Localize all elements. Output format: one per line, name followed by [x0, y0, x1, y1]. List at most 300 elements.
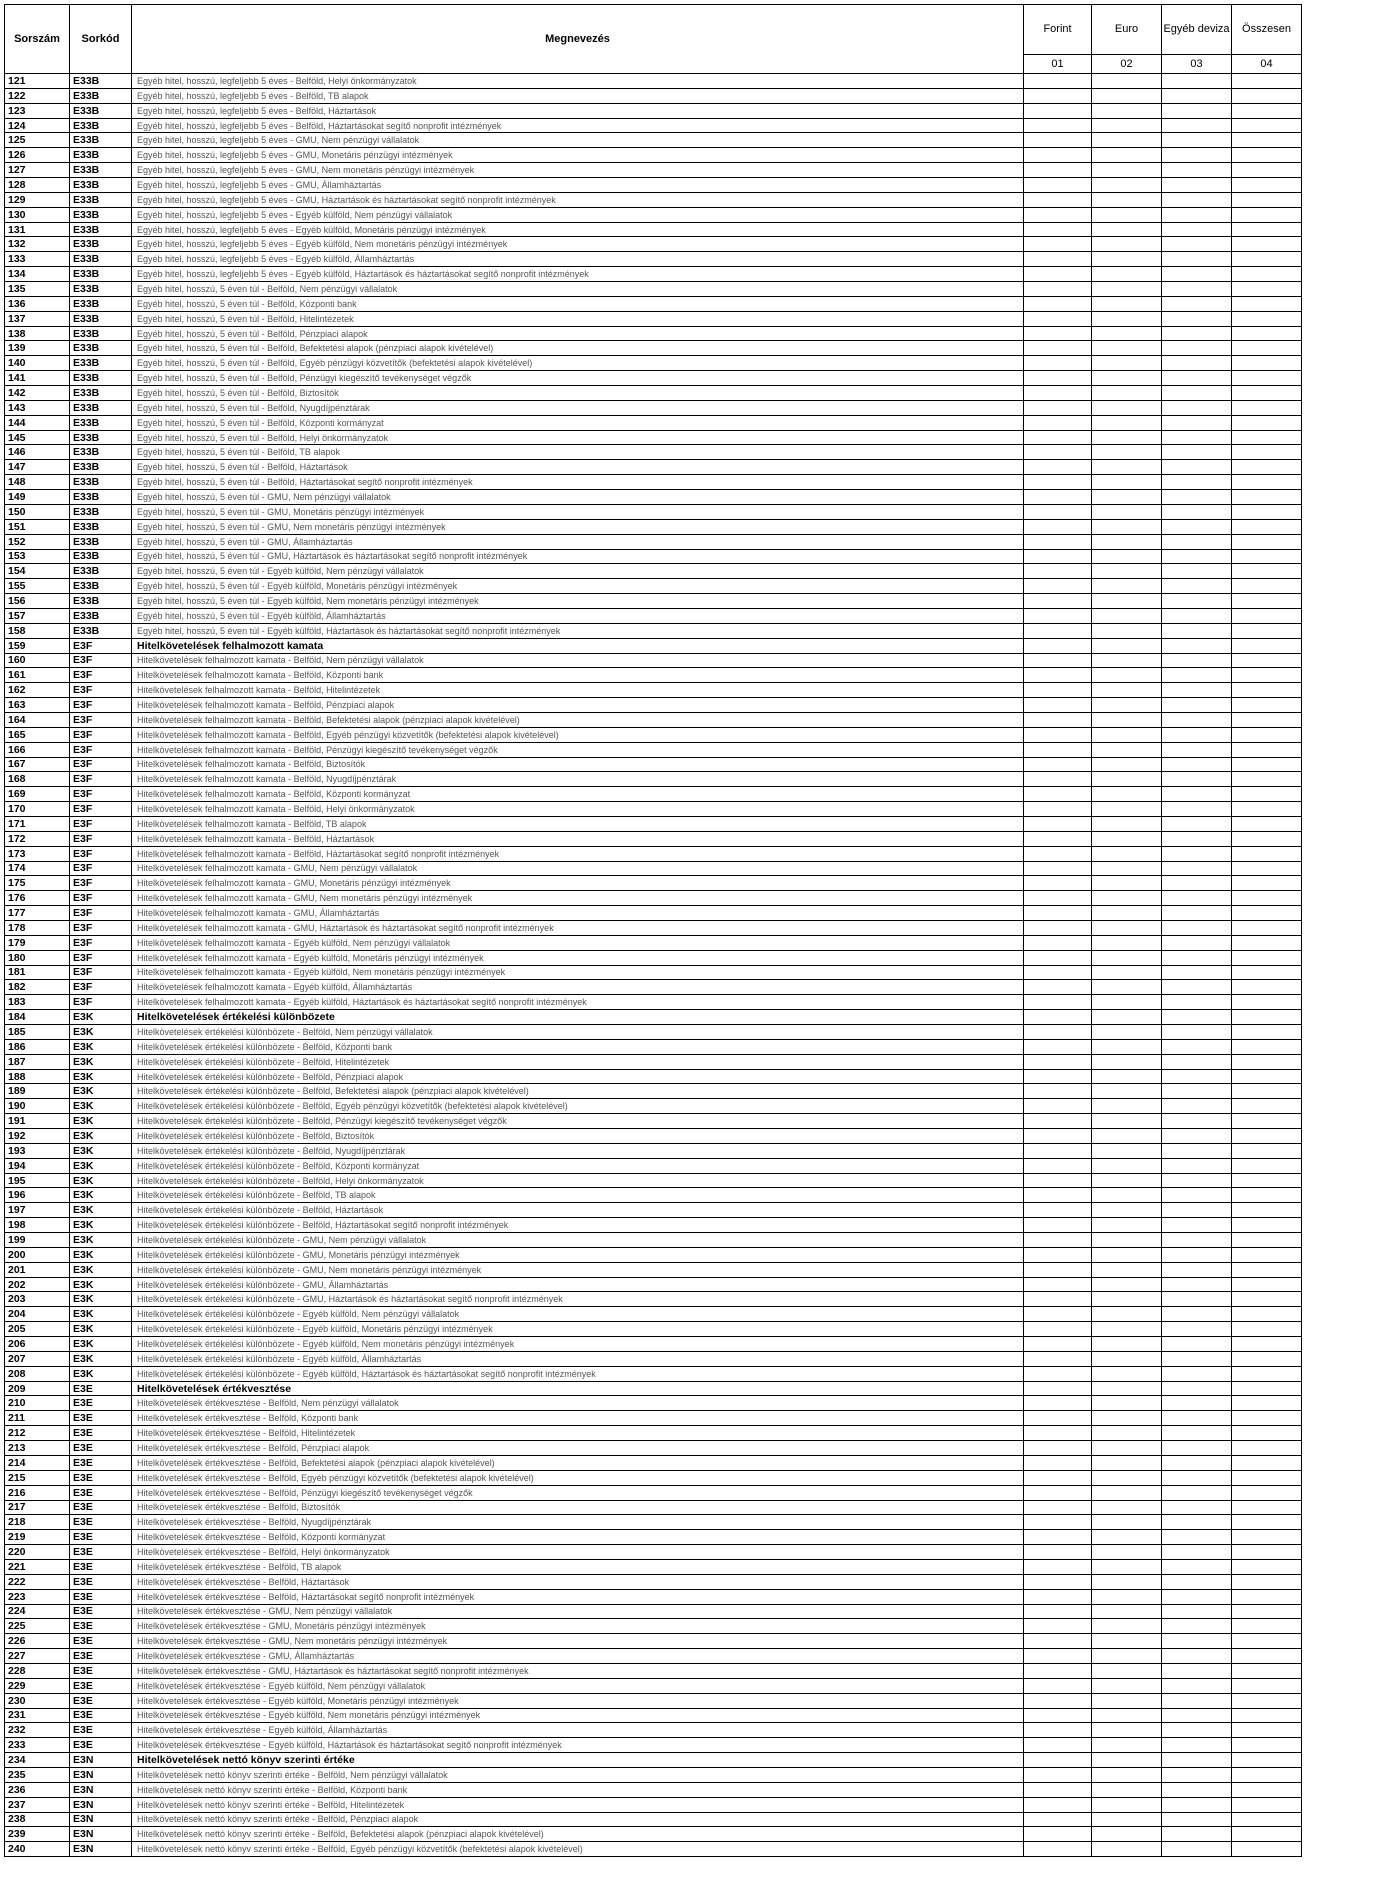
value-forint[interactable] — [1024, 1812, 1092, 1827]
value-egyeb-deviza[interactable] — [1162, 1470, 1232, 1485]
value-euro[interactable] — [1092, 1218, 1162, 1233]
value-osszesen[interactable] — [1232, 757, 1302, 772]
value-osszesen[interactable] — [1232, 1545, 1302, 1560]
value-osszesen[interactable] — [1232, 1307, 1302, 1322]
value-egyeb-deviza[interactable] — [1162, 1455, 1232, 1470]
value-euro[interactable] — [1092, 1515, 1162, 1530]
value-euro[interactable] — [1092, 787, 1162, 802]
value-osszesen[interactable] — [1232, 1738, 1302, 1753]
value-forint[interactable] — [1024, 371, 1092, 386]
value-euro[interactable] — [1092, 1797, 1162, 1812]
value-egyeb-deviza[interactable] — [1162, 237, 1232, 252]
value-osszesen[interactable] — [1232, 1010, 1302, 1025]
value-egyeb-deviza[interactable] — [1162, 133, 1232, 148]
value-egyeb-deviza[interactable] — [1162, 88, 1232, 103]
value-euro[interactable] — [1092, 1470, 1162, 1485]
value-osszesen[interactable] — [1232, 74, 1302, 89]
value-osszesen[interactable] — [1232, 282, 1302, 297]
value-forint[interactable] — [1024, 1366, 1092, 1381]
value-osszesen[interactable] — [1232, 1827, 1302, 1842]
value-euro[interactable] — [1092, 490, 1162, 505]
value-osszesen[interactable] — [1232, 1218, 1302, 1233]
value-euro[interactable] — [1092, 1530, 1162, 1545]
value-osszesen[interactable] — [1232, 698, 1302, 713]
value-osszesen[interactable] — [1232, 1396, 1302, 1411]
value-forint[interactable] — [1024, 1039, 1092, 1054]
value-osszesen[interactable] — [1232, 1723, 1302, 1738]
value-forint[interactable] — [1024, 1277, 1092, 1292]
value-forint[interactable] — [1024, 1545, 1092, 1560]
value-egyeb-deviza[interactable] — [1162, 816, 1232, 831]
value-egyeb-deviza[interactable] — [1162, 876, 1232, 891]
value-euro[interactable] — [1092, 133, 1162, 148]
value-egyeb-deviza[interactable] — [1162, 1753, 1232, 1768]
value-euro[interactable] — [1092, 1396, 1162, 1411]
value-forint[interactable] — [1024, 163, 1092, 178]
value-forint[interactable] — [1024, 1262, 1092, 1277]
value-euro[interactable] — [1092, 341, 1162, 356]
value-forint[interactable] — [1024, 1500, 1092, 1515]
value-egyeb-deviza[interactable] — [1162, 1292, 1232, 1307]
value-forint[interactable] — [1024, 1663, 1092, 1678]
value-forint[interactable] — [1024, 1203, 1092, 1218]
value-euro[interactable] — [1092, 252, 1162, 267]
value-osszesen[interactable] — [1232, 846, 1302, 861]
value-forint[interactable] — [1024, 1084, 1092, 1099]
value-egyeb-deviza[interactable] — [1162, 1262, 1232, 1277]
value-osszesen[interactable] — [1232, 1381, 1302, 1396]
value-egyeb-deviza[interactable] — [1162, 1069, 1232, 1084]
value-forint[interactable] — [1024, 549, 1092, 564]
value-egyeb-deviza[interactable] — [1162, 1723, 1232, 1738]
value-euro[interactable] — [1092, 1559, 1162, 1574]
value-osszesen[interactable] — [1232, 579, 1302, 594]
value-osszesen[interactable] — [1232, 118, 1302, 133]
value-euro[interactable] — [1092, 163, 1162, 178]
value-euro[interactable] — [1092, 1663, 1162, 1678]
value-euro[interactable] — [1092, 906, 1162, 921]
value-euro[interactable] — [1092, 1693, 1162, 1708]
value-egyeb-deviza[interactable] — [1162, 207, 1232, 222]
value-forint[interactable] — [1024, 504, 1092, 519]
value-euro[interactable] — [1092, 742, 1162, 757]
value-egyeb-deviza[interactable] — [1162, 995, 1232, 1010]
value-forint[interactable] — [1024, 683, 1092, 698]
value-forint[interactable] — [1024, 1649, 1092, 1664]
value-egyeb-deviza[interactable] — [1162, 1247, 1232, 1262]
value-euro[interactable] — [1092, 1589, 1162, 1604]
value-forint[interactable] — [1024, 400, 1092, 415]
value-egyeb-deviza[interactable] — [1162, 683, 1232, 698]
value-osszesen[interactable] — [1232, 1247, 1302, 1262]
value-egyeb-deviza[interactable] — [1162, 1025, 1232, 1040]
value-forint[interactable] — [1024, 222, 1092, 237]
value-osszesen[interactable] — [1232, 1292, 1302, 1307]
value-euro[interactable] — [1092, 712, 1162, 727]
value-egyeb-deviza[interactable] — [1162, 935, 1232, 950]
value-egyeb-deviza[interactable] — [1162, 1842, 1232, 1857]
value-forint[interactable] — [1024, 311, 1092, 326]
value-forint[interactable] — [1024, 608, 1092, 623]
value-osszesen[interactable] — [1232, 1500, 1302, 1515]
value-osszesen[interactable] — [1232, 1649, 1302, 1664]
value-forint[interactable] — [1024, 103, 1092, 118]
value-forint[interactable] — [1024, 415, 1092, 430]
value-euro[interactable] — [1092, 430, 1162, 445]
value-osszesen[interactable] — [1232, 1708, 1302, 1723]
value-forint[interactable] — [1024, 950, 1092, 965]
value-egyeb-deviza[interactable] — [1162, 1203, 1232, 1218]
value-euro[interactable] — [1092, 282, 1162, 297]
value-euro[interactable] — [1092, 326, 1162, 341]
value-euro[interactable] — [1092, 1767, 1162, 1782]
value-egyeb-deviza[interactable] — [1162, 891, 1232, 906]
value-osszesen[interactable] — [1232, 594, 1302, 609]
value-forint[interactable] — [1024, 519, 1092, 534]
value-forint[interactable] — [1024, 475, 1092, 490]
value-osszesen[interactable] — [1232, 1129, 1302, 1144]
value-euro[interactable] — [1092, 1262, 1162, 1277]
value-osszesen[interactable] — [1232, 787, 1302, 802]
value-egyeb-deviza[interactable] — [1162, 623, 1232, 638]
value-osszesen[interactable] — [1232, 1426, 1302, 1441]
value-euro[interactable] — [1092, 950, 1162, 965]
value-egyeb-deviza[interactable] — [1162, 356, 1232, 371]
value-forint[interactable] — [1024, 564, 1092, 579]
value-egyeb-deviza[interactable] — [1162, 371, 1232, 386]
value-egyeb-deviza[interactable] — [1162, 490, 1232, 505]
value-egyeb-deviza[interactable] — [1162, 1515, 1232, 1530]
value-egyeb-deviza[interactable] — [1162, 1634, 1232, 1649]
value-forint[interactable] — [1024, 1411, 1092, 1426]
value-osszesen[interactable] — [1232, 430, 1302, 445]
value-egyeb-deviza[interactable] — [1162, 757, 1232, 772]
value-egyeb-deviza[interactable] — [1162, 1485, 1232, 1500]
value-euro[interactable] — [1092, 534, 1162, 549]
value-osszesen[interactable] — [1232, 460, 1302, 475]
value-egyeb-deviza[interactable] — [1162, 861, 1232, 876]
value-osszesen[interactable] — [1232, 1039, 1302, 1054]
value-osszesen[interactable] — [1232, 1158, 1302, 1173]
value-euro[interactable] — [1092, 237, 1162, 252]
value-osszesen[interactable] — [1232, 1262, 1302, 1277]
value-osszesen[interactable] — [1232, 1782, 1302, 1797]
value-osszesen[interactable] — [1232, 876, 1302, 891]
value-egyeb-deviza[interactable] — [1162, 1351, 1232, 1366]
value-osszesen[interactable] — [1232, 178, 1302, 193]
value-osszesen[interactable] — [1232, 445, 1302, 460]
value-forint[interactable] — [1024, 831, 1092, 846]
value-forint[interactable] — [1024, 965, 1092, 980]
value-forint[interactable] — [1024, 1158, 1092, 1173]
value-forint[interactable] — [1024, 445, 1092, 460]
value-euro[interactable] — [1092, 920, 1162, 935]
value-euro[interactable] — [1092, 1099, 1162, 1114]
value-forint[interactable] — [1024, 1351, 1092, 1366]
value-euro[interactable] — [1092, 356, 1162, 371]
value-forint[interactable] — [1024, 326, 1092, 341]
value-euro[interactable] — [1092, 876, 1162, 891]
value-osszesen[interactable] — [1232, 103, 1302, 118]
value-egyeb-deviza[interactable] — [1162, 326, 1232, 341]
value-euro[interactable] — [1092, 371, 1162, 386]
value-egyeb-deviza[interactable] — [1162, 400, 1232, 415]
value-euro[interactable] — [1092, 549, 1162, 564]
value-osszesen[interactable] — [1232, 1767, 1302, 1782]
value-forint[interactable] — [1024, 207, 1092, 222]
value-forint[interactable] — [1024, 534, 1092, 549]
value-forint[interactable] — [1024, 1396, 1092, 1411]
value-forint[interactable] — [1024, 1530, 1092, 1545]
value-forint[interactable] — [1024, 1337, 1092, 1352]
value-egyeb-deviza[interactable] — [1162, 1827, 1232, 1842]
value-egyeb-deviza[interactable] — [1162, 1054, 1232, 1069]
value-osszesen[interactable] — [1232, 1441, 1302, 1456]
value-osszesen[interactable] — [1232, 1470, 1302, 1485]
value-osszesen[interactable] — [1232, 534, 1302, 549]
value-forint[interactable] — [1024, 88, 1092, 103]
value-osszesen[interactable] — [1232, 742, 1302, 757]
value-euro[interactable] — [1092, 207, 1162, 222]
value-forint[interactable] — [1024, 430, 1092, 445]
value-euro[interactable] — [1092, 1337, 1162, 1352]
value-osszesen[interactable] — [1232, 207, 1302, 222]
value-egyeb-deviza[interactable] — [1162, 1797, 1232, 1812]
value-osszesen[interactable] — [1232, 341, 1302, 356]
value-egyeb-deviza[interactable] — [1162, 430, 1232, 445]
value-egyeb-deviza[interactable] — [1162, 118, 1232, 133]
value-egyeb-deviza[interactable] — [1162, 282, 1232, 297]
value-egyeb-deviza[interactable] — [1162, 698, 1232, 713]
value-egyeb-deviza[interactable] — [1162, 386, 1232, 401]
value-forint[interactable] — [1024, 1797, 1092, 1812]
value-egyeb-deviza[interactable] — [1162, 1233, 1232, 1248]
value-euro[interactable] — [1092, 1114, 1162, 1129]
value-forint[interactable] — [1024, 1753, 1092, 1768]
value-euro[interactable] — [1092, 1351, 1162, 1366]
value-forint[interactable] — [1024, 1173, 1092, 1188]
value-egyeb-deviza[interactable] — [1162, 1337, 1232, 1352]
value-osszesen[interactable] — [1232, 1797, 1302, 1812]
value-forint[interactable] — [1024, 1723, 1092, 1738]
value-forint[interactable] — [1024, 802, 1092, 817]
value-forint[interactable] — [1024, 980, 1092, 995]
value-forint[interactable] — [1024, 742, 1092, 757]
value-egyeb-deviza[interactable] — [1162, 460, 1232, 475]
value-egyeb-deviza[interactable] — [1162, 475, 1232, 490]
value-euro[interactable] — [1092, 118, 1162, 133]
value-egyeb-deviza[interactable] — [1162, 802, 1232, 817]
value-forint[interactable] — [1024, 282, 1092, 297]
value-forint[interactable] — [1024, 1129, 1092, 1144]
value-euro[interactable] — [1092, 1247, 1162, 1262]
value-euro[interactable] — [1092, 222, 1162, 237]
value-osszesen[interactable] — [1232, 371, 1302, 386]
value-osszesen[interactable] — [1232, 475, 1302, 490]
value-egyeb-deviza[interactable] — [1162, 1604, 1232, 1619]
value-osszesen[interactable] — [1232, 1069, 1302, 1084]
value-forint[interactable] — [1024, 1247, 1092, 1262]
value-euro[interactable] — [1092, 1143, 1162, 1158]
value-euro[interactable] — [1092, 1827, 1162, 1842]
value-forint[interactable] — [1024, 1485, 1092, 1500]
value-egyeb-deviza[interactable] — [1162, 341, 1232, 356]
value-egyeb-deviza[interactable] — [1162, 846, 1232, 861]
value-osszesen[interactable] — [1232, 1099, 1302, 1114]
value-forint[interactable] — [1024, 1827, 1092, 1842]
value-euro[interactable] — [1092, 594, 1162, 609]
value-osszesen[interactable] — [1232, 1143, 1302, 1158]
value-osszesen[interactable] — [1232, 772, 1302, 787]
value-osszesen[interactable] — [1232, 1322, 1302, 1337]
value-egyeb-deviza[interactable] — [1162, 1589, 1232, 1604]
value-osszesen[interactable] — [1232, 1054, 1302, 1069]
value-osszesen[interactable] — [1232, 980, 1302, 995]
value-egyeb-deviza[interactable] — [1162, 222, 1232, 237]
value-osszesen[interactable] — [1232, 1485, 1302, 1500]
value-egyeb-deviza[interactable] — [1162, 1782, 1232, 1797]
value-osszesen[interactable] — [1232, 1351, 1302, 1366]
value-egyeb-deviza[interactable] — [1162, 1545, 1232, 1560]
value-osszesen[interactable] — [1232, 950, 1302, 965]
value-osszesen[interactable] — [1232, 727, 1302, 742]
value-osszesen[interactable] — [1232, 1663, 1302, 1678]
value-osszesen[interactable] — [1232, 1753, 1302, 1768]
value-euro[interactable] — [1092, 846, 1162, 861]
value-euro[interactable] — [1092, 608, 1162, 623]
value-euro[interactable] — [1092, 1188, 1162, 1203]
value-forint[interactable] — [1024, 623, 1092, 638]
value-osszesen[interactable] — [1232, 683, 1302, 698]
value-forint[interactable] — [1024, 846, 1092, 861]
value-forint[interactable] — [1024, 638, 1092, 653]
value-osszesen[interactable] — [1232, 831, 1302, 846]
value-euro[interactable] — [1092, 148, 1162, 163]
value-forint[interactable] — [1024, 1292, 1092, 1307]
value-egyeb-deviza[interactable] — [1162, 445, 1232, 460]
value-egyeb-deviza[interactable] — [1162, 906, 1232, 921]
value-euro[interactable] — [1092, 623, 1162, 638]
value-osszesen[interactable] — [1232, 1812, 1302, 1827]
value-osszesen[interactable] — [1232, 356, 1302, 371]
value-euro[interactable] — [1092, 1411, 1162, 1426]
value-osszesen[interactable] — [1232, 311, 1302, 326]
value-osszesen[interactable] — [1232, 163, 1302, 178]
value-forint[interactable] — [1024, 490, 1092, 505]
value-forint[interactable] — [1024, 118, 1092, 133]
value-forint[interactable] — [1024, 995, 1092, 1010]
value-egyeb-deviza[interactable] — [1162, 564, 1232, 579]
value-osszesen[interactable] — [1232, 1173, 1302, 1188]
value-egyeb-deviza[interactable] — [1162, 1381, 1232, 1396]
value-forint[interactable] — [1024, 1678, 1092, 1693]
value-forint[interactable] — [1024, 787, 1092, 802]
value-osszesen[interactable] — [1232, 1842, 1302, 1857]
value-egyeb-deviza[interactable] — [1162, 504, 1232, 519]
value-egyeb-deviza[interactable] — [1162, 252, 1232, 267]
value-egyeb-deviza[interactable] — [1162, 1441, 1232, 1456]
value-osszesen[interactable] — [1232, 267, 1302, 282]
value-euro[interactable] — [1092, 519, 1162, 534]
value-egyeb-deviza[interactable] — [1162, 1574, 1232, 1589]
value-egyeb-deviza[interactable] — [1162, 668, 1232, 683]
value-forint[interactable] — [1024, 891, 1092, 906]
value-egyeb-deviza[interactable] — [1162, 980, 1232, 995]
value-osszesen[interactable] — [1232, 995, 1302, 1010]
value-osszesen[interactable] — [1232, 920, 1302, 935]
value-osszesen[interactable] — [1232, 564, 1302, 579]
value-forint[interactable] — [1024, 920, 1092, 935]
value-forint[interactable] — [1024, 1114, 1092, 1129]
value-euro[interactable] — [1092, 1812, 1162, 1827]
value-forint[interactable] — [1024, 267, 1092, 282]
value-forint[interactable] — [1024, 757, 1092, 772]
value-egyeb-deviza[interactable] — [1162, 742, 1232, 757]
value-euro[interactable] — [1092, 1678, 1162, 1693]
value-forint[interactable] — [1024, 1470, 1092, 1485]
value-euro[interactable] — [1092, 1381, 1162, 1396]
value-osszesen[interactable] — [1232, 1515, 1302, 1530]
value-forint[interactable] — [1024, 1619, 1092, 1634]
value-forint[interactable] — [1024, 1842, 1092, 1857]
value-egyeb-deviza[interactable] — [1162, 920, 1232, 935]
value-euro[interactable] — [1092, 178, 1162, 193]
value-euro[interactable] — [1092, 1604, 1162, 1619]
value-euro[interactable] — [1092, 475, 1162, 490]
value-egyeb-deviza[interactable] — [1162, 1218, 1232, 1233]
value-osszesen[interactable] — [1232, 1084, 1302, 1099]
value-euro[interactable] — [1092, 1277, 1162, 1292]
value-euro[interactable] — [1092, 935, 1162, 950]
value-forint[interactable] — [1024, 341, 1092, 356]
value-euro[interactable] — [1092, 1649, 1162, 1664]
value-egyeb-deviza[interactable] — [1162, 148, 1232, 163]
value-osszesen[interactable] — [1232, 237, 1302, 252]
value-euro[interactable] — [1092, 1039, 1162, 1054]
value-egyeb-deviza[interactable] — [1162, 178, 1232, 193]
value-egyeb-deviza[interactable] — [1162, 594, 1232, 609]
value-osszesen[interactable] — [1232, 1678, 1302, 1693]
value-egyeb-deviza[interactable] — [1162, 787, 1232, 802]
value-euro[interactable] — [1092, 1322, 1162, 1337]
value-euro[interactable] — [1092, 668, 1162, 683]
value-euro[interactable] — [1092, 1753, 1162, 1768]
value-osszesen[interactable] — [1232, 1574, 1302, 1589]
value-egyeb-deviza[interactable] — [1162, 1143, 1232, 1158]
value-euro[interactable] — [1092, 296, 1162, 311]
value-osszesen[interactable] — [1232, 638, 1302, 653]
value-euro[interactable] — [1092, 1455, 1162, 1470]
value-osszesen[interactable] — [1232, 1559, 1302, 1574]
value-egyeb-deviza[interactable] — [1162, 267, 1232, 282]
value-euro[interactable] — [1092, 891, 1162, 906]
value-forint[interactable] — [1024, 698, 1092, 713]
value-euro[interactable] — [1092, 1619, 1162, 1634]
value-osszesen[interactable] — [1232, 906, 1302, 921]
value-euro[interactable] — [1092, 1158, 1162, 1173]
value-osszesen[interactable] — [1232, 549, 1302, 564]
value-forint[interactable] — [1024, 1025, 1092, 1040]
value-euro[interactable] — [1092, 88, 1162, 103]
value-euro[interactable] — [1092, 579, 1162, 594]
value-forint[interactable] — [1024, 1455, 1092, 1470]
value-forint[interactable] — [1024, 1143, 1092, 1158]
value-egyeb-deviza[interactable] — [1162, 831, 1232, 846]
value-egyeb-deviza[interactable] — [1162, 1129, 1232, 1144]
value-forint[interactable] — [1024, 1574, 1092, 1589]
value-egyeb-deviza[interactable] — [1162, 608, 1232, 623]
value-euro[interactable] — [1092, 1203, 1162, 1218]
